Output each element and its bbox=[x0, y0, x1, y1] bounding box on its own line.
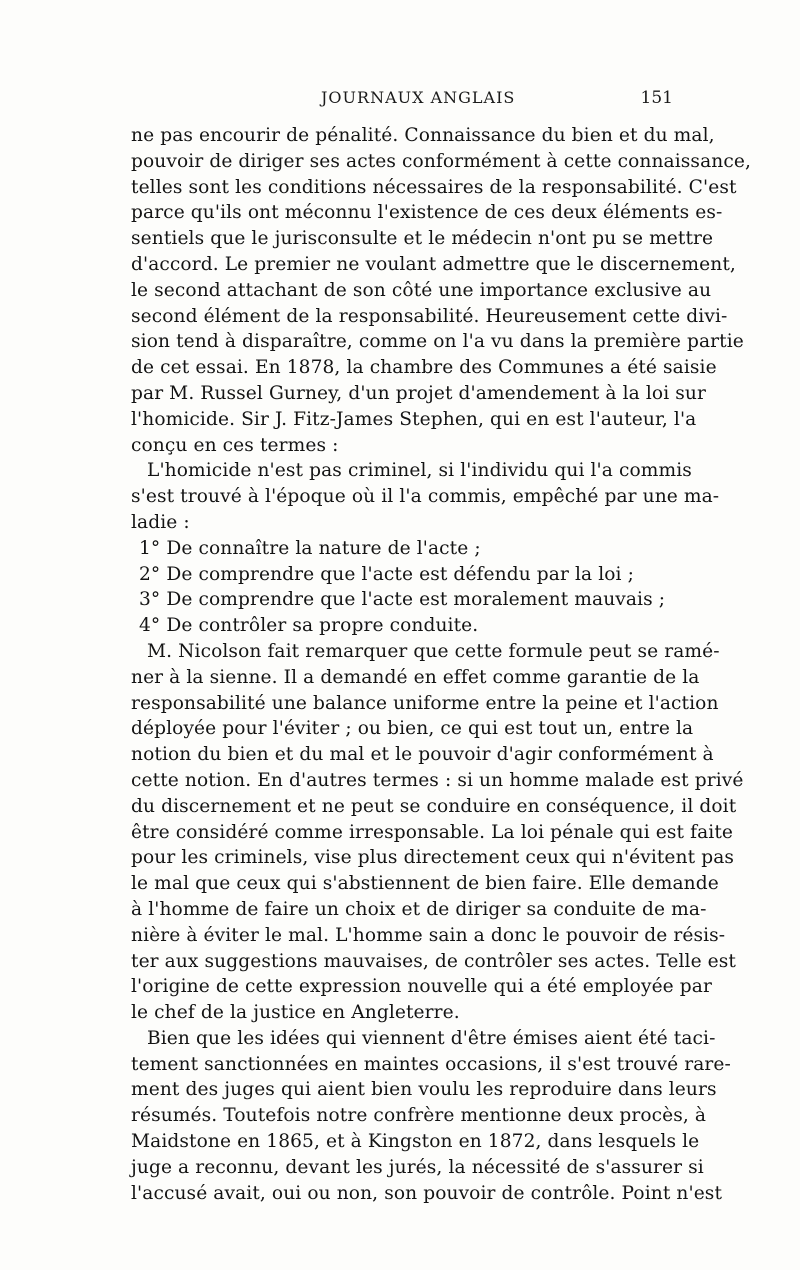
text-line: pouvoir de diriger ses actes conformément à cette connaissance, bbox=[131, 150, 751, 172]
text-line: déployée pour l'éviter ; ou bien, ce qui est tout un, entre la bbox=[131, 718, 694, 740]
text-line: sentiels que le jurisconsulte et le médecin n'ont pu se mettre bbox=[131, 228, 714, 250]
text-line: s'est trouvé à l'époque où il l'a commis, empêché par une ma- bbox=[131, 486, 720, 508]
running-head bbox=[131, 88, 673, 118]
body-text bbox=[131, 123, 751, 1206]
text-line: 3° De comprendre que l'acte est moralement mauvais ; bbox=[139, 589, 666, 611]
page-number: 151 bbox=[640, 88, 673, 108]
text-line: parce qu'ils ont méconnu l'existence de ces deux éléments es- bbox=[131, 202, 723, 224]
text-line: Maidstone en 1865, et à Kingston en 1872, dans lesquels le bbox=[131, 1131, 700, 1153]
text-line: responsabilité une balance uniforme entre la peine et l'action bbox=[131, 692, 719, 714]
text-line: notion du bien et du mal et le pouvoir d'agir conformément à bbox=[131, 744, 714, 766]
text-line: l'origine de cette expression nouvelle qui a été employée par bbox=[131, 976, 712, 998]
text-line: second élément de la responsabilité. Heureusement cette divi- bbox=[131, 305, 728, 327]
text-line: 2° De comprendre que l'acte est défendu par la loi ; bbox=[139, 563, 634, 585]
text-line: ladie : bbox=[131, 511, 190, 533]
text-line: le second attachant de son côté une importance exclusive au bbox=[131, 279, 712, 301]
text-line: conçu en ces termes : bbox=[131, 434, 339, 456]
text-line: juge a reconnu, devant les jurés, la nécessité de s'assurer si bbox=[131, 1156, 704, 1178]
text-line: L'homicide n'est pas criminel, si l'individu qui l'a commis bbox=[147, 460, 692, 482]
text-line: ner à la sienne. Il a demandé en effet comme garantie de la bbox=[131, 666, 700, 688]
text-line: résumés. Toutefois notre confrère mentionne deux procès, à bbox=[131, 1105, 707, 1127]
text-line: à l'homme de faire un choix et de diriger sa conduite de ma- bbox=[131, 898, 707, 920]
text-line: Bien que les idées qui viennent d'être émises aient été taci- bbox=[147, 1027, 716, 1049]
text-line: ment des juges qui aient bien voulu les reproduire dans leurs bbox=[131, 1079, 717, 1101]
text-line: par M. Russel Gurney, d'un projet d'amendement à la loi sur bbox=[131, 382, 706, 404]
text-line: du discernement et ne peut se conduire en conséquence, il doit bbox=[131, 795, 737, 817]
text-line: nière à éviter le mal. L'homme sain a donc le pouvoir de résis- bbox=[131, 924, 726, 946]
text-line: pour les criminels, vise plus directement ceux qui n'évitent pas bbox=[131, 847, 735, 869]
text-line: tement sanctionnées en maintes occasions, il s'est trouvé rare- bbox=[131, 1053, 731, 1075]
text-line: sion tend à disparaître, comme on l'a vu dans la première partie bbox=[131, 331, 744, 353]
text-line: de cet essai. En 1878, la chambre des Communes a été saisie bbox=[131, 357, 717, 379]
text-line: ter aux suggestions mauvaises, de contrôler ses actes. Telle est bbox=[131, 950, 737, 972]
text-line: l'accusé avait, oui ou non, son pouvoir de contrôle. Point n'est bbox=[131, 1182, 723, 1204]
text-line: telles sont les conditions nécessaires de la responsabilité. C'est bbox=[131, 176, 737, 198]
text-line: le mal que ceux qui s'abstiennent de bien faire. Elle demande bbox=[131, 873, 719, 895]
text-line: cette notion. En d'autres termes : si un homme malade est privé bbox=[131, 769, 744, 791]
text-line: d'accord. Le premier ne voulant admettre que le discernement, bbox=[131, 253, 736, 275]
text-line: ne pas encourir de pénalité. Connaissance du bien et du mal, bbox=[131, 125, 715, 146]
text-line: le chef de la justice en Angleterre. bbox=[131, 1002, 460, 1024]
text-line: être considéré comme irresponsable. La loi pénale qui est faite bbox=[131, 821, 734, 843]
text-line: 4° De contrôler sa propre conduite. bbox=[139, 615, 479, 637]
text-line: M. Nicolson fait remarquer que cette formule peut se ramé- bbox=[147, 640, 720, 662]
text-line: l'homicide. Sir J. Fitz-James Stephen, qui en est l'auteur, l'a bbox=[131, 408, 697, 430]
running-title: JOURNAUX ANGLAIS bbox=[321, 88, 516, 107]
text-line: 1° De connaître la nature de l'acte ; bbox=[139, 537, 481, 559]
